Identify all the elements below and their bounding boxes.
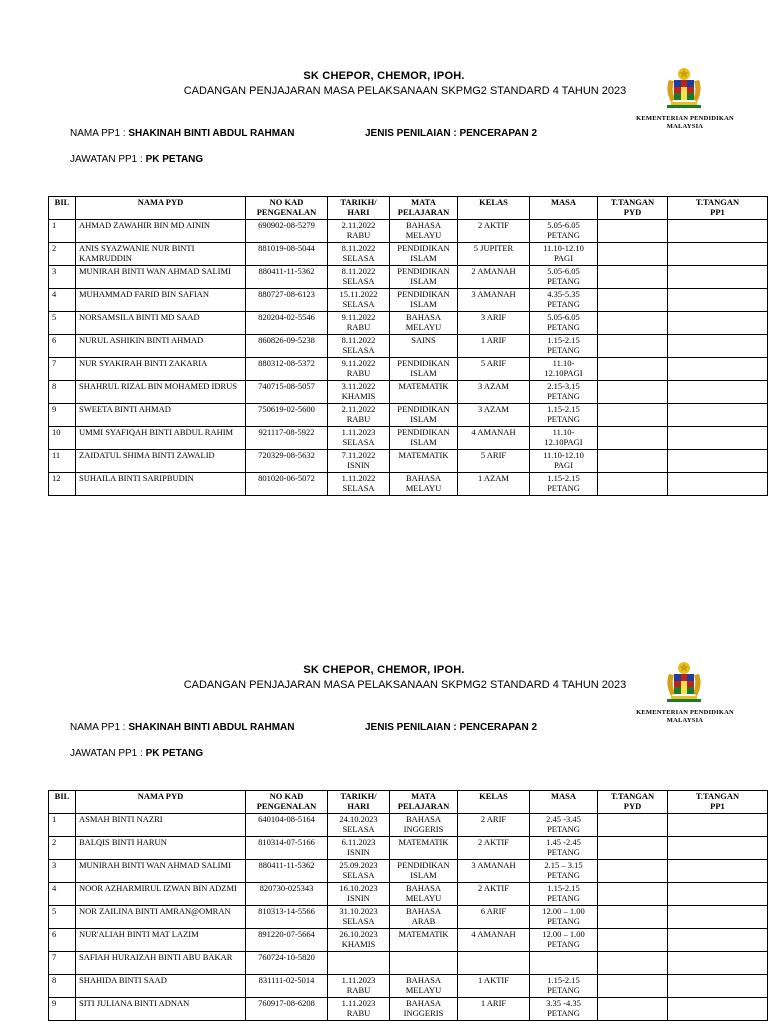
cell-kp: 801020-06-5072 — [246, 473, 328, 496]
cell-masa: 11.10- 12.10PAGI — [530, 358, 598, 381]
cell-nama: SHAHIDA BINTI SAAD — [76, 975, 246, 998]
cell-mata: PENDIDIKAN ISLAM — [390, 266, 458, 289]
cell-nama: NUR SYAKIRAH BINTI ZAKARIA — [76, 358, 246, 381]
cell-kelas: 3 AMANAH — [458, 289, 530, 312]
cell-masa: 5.05-6.05 PETANG — [530, 266, 598, 289]
cell-bil: 4 — [49, 289, 76, 312]
cell-kp: 640104-08-5164 — [246, 814, 328, 837]
col-mata: MATA PELAJARAN — [390, 791, 458, 814]
cell-mata: BAHASA MELAYU — [390, 883, 458, 906]
cell-tt-pp1[interactable] — [668, 243, 768, 266]
cell-nama: NURUL ASHIKIN BINTI AHMAD — [76, 335, 246, 358]
cell-kelas: 2 AKTIF — [458, 220, 530, 243]
table-row — [49, 975, 768, 998]
cell-kelas: 4 AMANAH — [458, 427, 530, 450]
cell-masa: 3.35 -4.35 PETANG — [530, 998, 598, 1021]
pp1-name-label: NAMA PP1 : — [70, 722, 126, 733]
cell-kelas: 6 ARIF — [458, 906, 530, 929]
cell-bil: 3 — [49, 266, 76, 289]
cell-tt-pp1[interactable] — [668, 975, 768, 998]
cell-masa: 1.15-2.15 PETANG — [530, 404, 598, 427]
cell-tt-pyd[interactable] — [598, 289, 668, 312]
cell-kp: 820730-025343 — [246, 883, 328, 906]
cell-mata: MATEMATIK — [390, 450, 458, 473]
table-row — [49, 906, 768, 929]
table-row — [49, 427, 768, 450]
pp1-position-value: PK PETANG — [145, 748, 204, 759]
cell-kp: 810313-14-5566 — [246, 906, 328, 929]
cell-kelas: 2 AKTIF — [458, 883, 530, 906]
cell-nama: ZAIDATUL SHIMA BINTI ZAWALID — [76, 450, 246, 473]
table-row — [49, 473, 768, 496]
cell-kelas: 2 ARIF — [458, 814, 530, 837]
cell-kelas: 2 AKTIF — [458, 837, 530, 860]
schedule-table-2 — [48, 790, 768, 1021]
cell-masa: 1.15-2.15 PETANG — [530, 473, 598, 496]
cell-mata: PENDIDIKAN ISLAM — [390, 243, 458, 266]
table-row — [49, 860, 768, 883]
cell-bil: 2 — [49, 837, 76, 860]
cell-kelas: 3 AMANAH — [458, 860, 530, 883]
cell-kelas: 2 AMANAH — [458, 266, 530, 289]
cell-tt-pp1[interactable] — [668, 952, 768, 975]
cell-tarikh: 31.10.2023 SELASA — [328, 906, 390, 929]
table-row — [49, 335, 768, 358]
cell-nama: NUR'ALIAH BINTI MAT LAZIM — [76, 929, 246, 952]
cell-nama: ASMAH BINTI NAZRI — [76, 814, 246, 837]
cell-mata: BAHASA MELAYU — [390, 312, 458, 335]
cell-tt-pp1[interactable] — [668, 860, 768, 883]
cell-mata: PENDIDIKAN ISLAM — [390, 358, 458, 381]
cell-nama: BALQIS BINTI HARUN — [76, 837, 246, 860]
table-row — [49, 220, 768, 243]
cell-tt-pyd[interactable] — [598, 404, 668, 427]
cell-kp: 760724-10-5820 — [246, 952, 328, 975]
school-title: SK CHEPOR, CHEMOR, IPOH. — [303, 70, 465, 82]
table-row — [49, 837, 768, 860]
cell-tarikh: 9.11.2022 RABU — [328, 358, 390, 381]
cell-tt-pp1[interactable] — [668, 929, 768, 952]
cell-kelas: 3 AZAM — [458, 404, 530, 427]
cell-bil: 6 — [49, 929, 76, 952]
cell-kelas: 3 ARIF — [458, 312, 530, 335]
cell-nama: AHMAD ZAWAHIR BIN MD AININ — [76, 220, 246, 243]
cell-tt-pp1[interactable] — [668, 450, 768, 473]
cell-kelas: 4 AMANAH — [458, 929, 530, 952]
col-kelas: KELAS — [458, 791, 530, 814]
col-bil: BIL — [49, 791, 76, 814]
cell-tt-pp1[interactable] — [668, 473, 768, 496]
col-tarikh: TARIKH/ HARI — [328, 197, 390, 220]
pp1-name-row — [70, 722, 294, 733]
cell-masa: 12.00 – 1.00 PETANG — [530, 929, 598, 952]
cell-bil: 7 — [49, 952, 76, 975]
cell-tt-pp1[interactable] — [668, 837, 768, 860]
table-header-row — [49, 791, 768, 814]
cell-tt-pp1[interactable] — [668, 358, 768, 381]
cell-tt-pyd[interactable] — [598, 220, 668, 243]
col-kelas: KELAS — [458, 197, 530, 220]
cell-tt-pp1[interactable] — [668, 404, 768, 427]
cell-tarikh: 2.11.2022 RABU — [328, 220, 390, 243]
cell-kelas: 3 AZAM — [458, 381, 530, 404]
cell-kp: 880411-11-5362 — [246, 266, 328, 289]
col-tarikh: TARIKH/ HARI — [328, 791, 390, 814]
table-row — [49, 358, 768, 381]
cell-tarikh: 8.11.2022 SELASA — [328, 243, 390, 266]
cell-kelas: 5 JUPITER — [458, 243, 530, 266]
col-tt-pp1: T.TANGAN PP1 — [668, 791, 768, 814]
col-kp: NO KAD PENGENALAN — [246, 197, 328, 220]
cell-kp: 760917-08-6208 — [246, 998, 328, 1021]
table-row — [49, 952, 768, 975]
cell-masa: 1.15-2.15 PETANG — [530, 975, 598, 998]
table-row — [49, 929, 768, 952]
cell-mata: BAHASA MELAYU — [390, 220, 458, 243]
cell-kp: 880312-08-5372 — [246, 358, 328, 381]
pp1-name-label: NAMA PP1 : — [70, 128, 126, 139]
table-body-2 — [49, 814, 768, 1021]
cell-tt-pyd[interactable] — [598, 312, 668, 335]
cell-tarikh: 6.11.2023 ISNIN — [328, 837, 390, 860]
cell-masa: 12.00 – 1.00 PETANG — [530, 906, 598, 929]
cell-masa: 1.15-2.15 PETANG — [530, 335, 598, 358]
cell-masa: 11.10-12.10 PAGI — [530, 450, 598, 473]
col-bil: BIL — [49, 197, 76, 220]
cell-masa — [530, 952, 598, 975]
cell-tt-pyd[interactable] — [598, 998, 668, 1021]
cell-mata: BAHASA INGGERIS — [390, 814, 458, 837]
table-row — [49, 450, 768, 473]
cell-tarikh: 1.11.2022 SELASA — [328, 473, 390, 496]
table-row — [49, 404, 768, 427]
table-row — [49, 312, 768, 335]
cell-masa: 1.15-2.15 PETANG — [530, 883, 598, 906]
col-tt-pyd: T.TANGAN PYD — [598, 197, 668, 220]
cell-mata: BAHASA ARAB — [390, 906, 458, 929]
cell-bil: 9 — [49, 998, 76, 1021]
cell-mata: MATEMATIK — [390, 837, 458, 860]
cell-tt-pyd[interactable] — [598, 381, 668, 404]
cell-tt-pyd[interactable] — [598, 335, 668, 358]
cell-kelas: 1 ARIF — [458, 335, 530, 358]
col-tt-pyd: T.TANGAN PYD — [598, 791, 668, 814]
cell-bil: 11 — [49, 450, 76, 473]
table-header-row — [49, 197, 768, 220]
cell-masa: 5.05-6.05 PETANG — [530, 312, 598, 335]
cell-tarikh — [328, 952, 390, 975]
table-row — [49, 243, 768, 266]
cell-tt-pyd[interactable] — [598, 929, 668, 952]
cell-tt-pp1[interactable] — [668, 883, 768, 906]
cell-tt-pyd[interactable] — [598, 975, 668, 998]
ministry-line1: KEMENTERIAN PENDIDIKAN — [636, 115, 734, 122]
cell-tarikh: 7.11.2022 ISNIN — [328, 450, 390, 473]
pp1-position-value: PK PETANG — [145, 154, 204, 165]
cell-kp: 860826-09-5238 — [246, 335, 328, 358]
cell-tarikh: 8.11.2022 SELASA — [328, 335, 390, 358]
pp1-name-row — [70, 128, 294, 139]
cell-bil: 3 — [49, 860, 76, 883]
table-row — [49, 289, 768, 312]
cell-tt-pp1[interactable] — [668, 312, 768, 335]
cell-tt-pyd[interactable] — [598, 952, 668, 975]
ministry-line2: MALAYSIA — [666, 717, 704, 724]
cell-tt-pp1[interactable] — [668, 335, 768, 358]
cell-tt-pyd[interactable] — [598, 906, 668, 929]
cell-tt-pyd[interactable] — [598, 860, 668, 883]
cell-bil: 6 — [49, 335, 76, 358]
cell-tarikh: 8.11.2022 SELASA — [328, 266, 390, 289]
coat-of-arms-logo — [657, 660, 711, 704]
col-kp: NO KAD PENGENALAN — [246, 791, 328, 814]
cell-tarikh: 15.11.2022 SELASA — [328, 289, 390, 312]
col-tt-pp1: T.TANGAN PP1 — [668, 197, 768, 220]
table-row — [49, 998, 768, 1021]
cell-nama: MUNIRAH BINTI WAN AHMAD SALIMI — [76, 266, 246, 289]
cell-tt-pp1[interactable] — [668, 381, 768, 404]
cell-nama: NOOR AZHARMIRUL IZWAN BIN ADZMI — [76, 883, 246, 906]
cell-kp: 740715-08-5057 — [246, 381, 328, 404]
cell-masa: 1.45 -2.45 PETANG — [530, 837, 598, 860]
pp1-position-row — [70, 154, 203, 165]
cell-mata: BAHASA MELAYU — [390, 975, 458, 998]
cell-tt-pp1[interactable] — [668, 427, 768, 450]
cell-nama: NORSAMSILA BINTI MD SAAD — [76, 312, 246, 335]
cell-masa: 2.15-3.15 PETANG — [530, 381, 598, 404]
schedule-table-1 — [48, 196, 768, 496]
table-body-1 — [49, 220, 768, 496]
cell-nama: MUHAMMAD FARID BIN SAFIAN — [76, 289, 246, 312]
cell-tarikh: 26.10.2023 KHAMIS — [328, 929, 390, 952]
cell-kp: 810314-07-5166 — [246, 837, 328, 860]
cell-mata: MATEMATIK — [390, 381, 458, 404]
ministry-line2: MALAYSIA — [666, 123, 704, 130]
cell-tarikh: 1.11.2023 RABU — [328, 998, 390, 1021]
cell-tt-pyd[interactable] — [598, 450, 668, 473]
cell-kelas: 1 ARIF — [458, 998, 530, 1021]
cell-tarikh: 9.11.2022 RABU — [328, 312, 390, 335]
cell-bil: 8 — [49, 381, 76, 404]
cell-masa: 5.05-6.05 PETANG — [530, 220, 598, 243]
cell-tt-pyd[interactable] — [598, 266, 668, 289]
cell-mata — [390, 952, 458, 975]
cell-bil: 1 — [49, 220, 76, 243]
table-row — [49, 381, 768, 404]
cell-kp: 921117-08-5922 — [246, 427, 328, 450]
cell-kelas: 1 AZAM — [458, 473, 530, 496]
cell-tt-pyd[interactable] — [598, 837, 668, 860]
form-subtitle: CADANGAN PENJAJARAN MASA PELAKSANAAN SKPMG2 STANDARD 4 TAHUN 2023 — [183, 85, 627, 97]
cell-tt-pp1[interactable] — [668, 289, 768, 312]
cell-masa: 11.10- 12.10PAGI — [530, 427, 598, 450]
cell-tarikh: 24.10.2023 SELASA — [328, 814, 390, 837]
cell-kelas: 5 ARIF — [458, 358, 530, 381]
table-row — [49, 814, 768, 837]
cell-nama: SAFIAH HURAIZAH BINTI ABU BAKAR — [76, 952, 246, 975]
cell-tt-pyd[interactable] — [598, 883, 668, 906]
cell-tt-pp1[interactable] — [668, 266, 768, 289]
cell-nama: SUHAILA BINTI SARIPBUDIN — [76, 473, 246, 496]
cell-kelas: 1 AKTIF — [458, 975, 530, 998]
cell-bil: 2 — [49, 243, 76, 266]
cell-nama: NOR ZAILINA BINTI AMRAN@OMRAN — [76, 906, 246, 929]
cell-bil: 1 — [49, 814, 76, 837]
cell-kp: 891220-07-5664 — [246, 929, 328, 952]
cell-bil: 12 — [49, 473, 76, 496]
cell-tt-pp1[interactable] — [668, 998, 768, 1021]
form-subtitle: CADANGAN PENJAJARAN MASA PELAKSANAAN SKPMG2 STANDARD 4 TAHUN 2023 — [183, 679, 627, 691]
cell-mata: PENDIDIKAN ISLAM — [390, 404, 458, 427]
cell-kp: 690902-08-5279 — [246, 220, 328, 243]
cell-mata: MATEMATIK — [390, 929, 458, 952]
cell-nama: SITI JULIANA BINTI ADNAN — [76, 998, 246, 1021]
cell-tt-pp1[interactable] — [668, 220, 768, 243]
table-row — [49, 266, 768, 289]
col-nama: NAMA PYD — [76, 197, 246, 220]
cell-mata: BAHASA INGGERIS — [390, 998, 458, 1021]
cell-masa: 2.45 -3.45 PETANG — [530, 814, 598, 837]
cell-tt-pyd[interactable] — [598, 427, 668, 450]
cell-kelas — [458, 952, 530, 975]
col-mata: MATA PELAJARAN — [390, 197, 458, 220]
cell-tt-pp1[interactable] — [668, 906, 768, 929]
cell-kp: 881019-08-5044 — [246, 243, 328, 266]
cell-tarikh: 3.11.2022 KHAMIS — [328, 381, 390, 404]
cell-tarikh: 1.11.2023 SELASA — [328, 427, 390, 450]
cell-bil: 5 — [49, 906, 76, 929]
cell-mata: PENDIDIKAN ISLAM — [390, 289, 458, 312]
cell-mata: BAHASA MELAYU — [390, 473, 458, 496]
assessment-type: JENIS PENILAIAN : PENCERAPAN 2 — [365, 128, 538, 139]
cell-tt-pyd[interactable] — [598, 473, 668, 496]
pp1-name-value: SHAKINAH BINTI ABDUL RAHMAN — [128, 722, 295, 733]
cell-masa: 11.10-12.10 PAGI — [530, 243, 598, 266]
cell-bil: 5 — [49, 312, 76, 335]
pp1-position-row — [70, 748, 203, 759]
cell-kelas: 5 ARIF — [458, 450, 530, 473]
form-section-2 — [0, 594, 768, 1034]
cell-mata: PENDIDIKAN ISLAM — [390, 860, 458, 883]
pp1-name-value: SHAKINAH BINTI ABDUL RAHMAN — [128, 128, 295, 139]
coat-of-arms-logo — [657, 66, 711, 110]
col-nama: NAMA PYD — [76, 791, 246, 814]
cell-kp: 880411-11-5362 — [246, 860, 328, 883]
cell-nama: ANIS SYAZWANIE NUR BINTI KAMRUDDIN — [76, 243, 246, 266]
cell-bil: 10 — [49, 427, 76, 450]
table-row — [49, 883, 768, 906]
cell-bil: 9 — [49, 404, 76, 427]
cell-tarikh: 16.10.2023 ISNIN — [328, 883, 390, 906]
cell-tt-pp1[interactable] — [668, 814, 768, 837]
cell-nama: UMMI SYAFIQAH BINTI ABDUL RAHIM — [76, 427, 246, 450]
cell-tarikh: 25.09.2023 SELASA — [328, 860, 390, 883]
ministry-caption — [630, 115, 740, 131]
cell-kp: 750619-02-5600 — [246, 404, 328, 427]
cell-kp: 880727-08-6123 — [246, 289, 328, 312]
cell-tarikh: 1.11.2023 RABU — [328, 975, 390, 998]
cell-tt-pyd[interactable] — [598, 358, 668, 381]
pp1-position-label: JAWATAN PP1 : — [70, 748, 143, 759]
cell-tarikh: 2.11.2022 RABU — [328, 404, 390, 427]
cell-mata: PENDIDIKAN ISLAM — [390, 427, 458, 450]
cell-tt-pyd[interactable] — [598, 814, 668, 837]
cell-bil: 7 — [49, 358, 76, 381]
cell-kp: 831111-02-5014 — [246, 975, 328, 998]
cell-nama: MUNIRAH BINTI WAN AHMAD SALIMI — [76, 860, 246, 883]
cell-masa: 2.15 – 3.15 PETANG — [530, 860, 598, 883]
assessment-type: JENIS PENILAIAN : PENCERAPAN 2 — [365, 722, 538, 733]
ministry-line1: KEMENTERIAN PENDIDIKAN — [636, 709, 734, 716]
school-title: SK CHEPOR, CHEMOR, IPOH. — [303, 664, 465, 676]
cell-masa: 4.35-5.35 PETANG — [530, 289, 598, 312]
ministry-caption — [630, 709, 740, 725]
cell-bil: 8 — [49, 975, 76, 998]
cell-tt-pyd[interactable] — [598, 243, 668, 266]
cell-nama: SWEETA BINTI AHMAD — [76, 404, 246, 427]
cell-kp: 720329-08-5632 — [246, 450, 328, 473]
cell-mata: SAINS — [390, 335, 458, 358]
pp1-position-label: JAWATAN PP1 : — [70, 154, 143, 165]
col-masa: MASA — [530, 197, 598, 220]
col-masa: MASA — [530, 791, 598, 814]
cell-nama: SHAHRUL RIZAL BIN MOHAMED IDRUS — [76, 381, 246, 404]
cell-kp: 820204-02-5546 — [246, 312, 328, 335]
cell-bil: 4 — [49, 883, 76, 906]
